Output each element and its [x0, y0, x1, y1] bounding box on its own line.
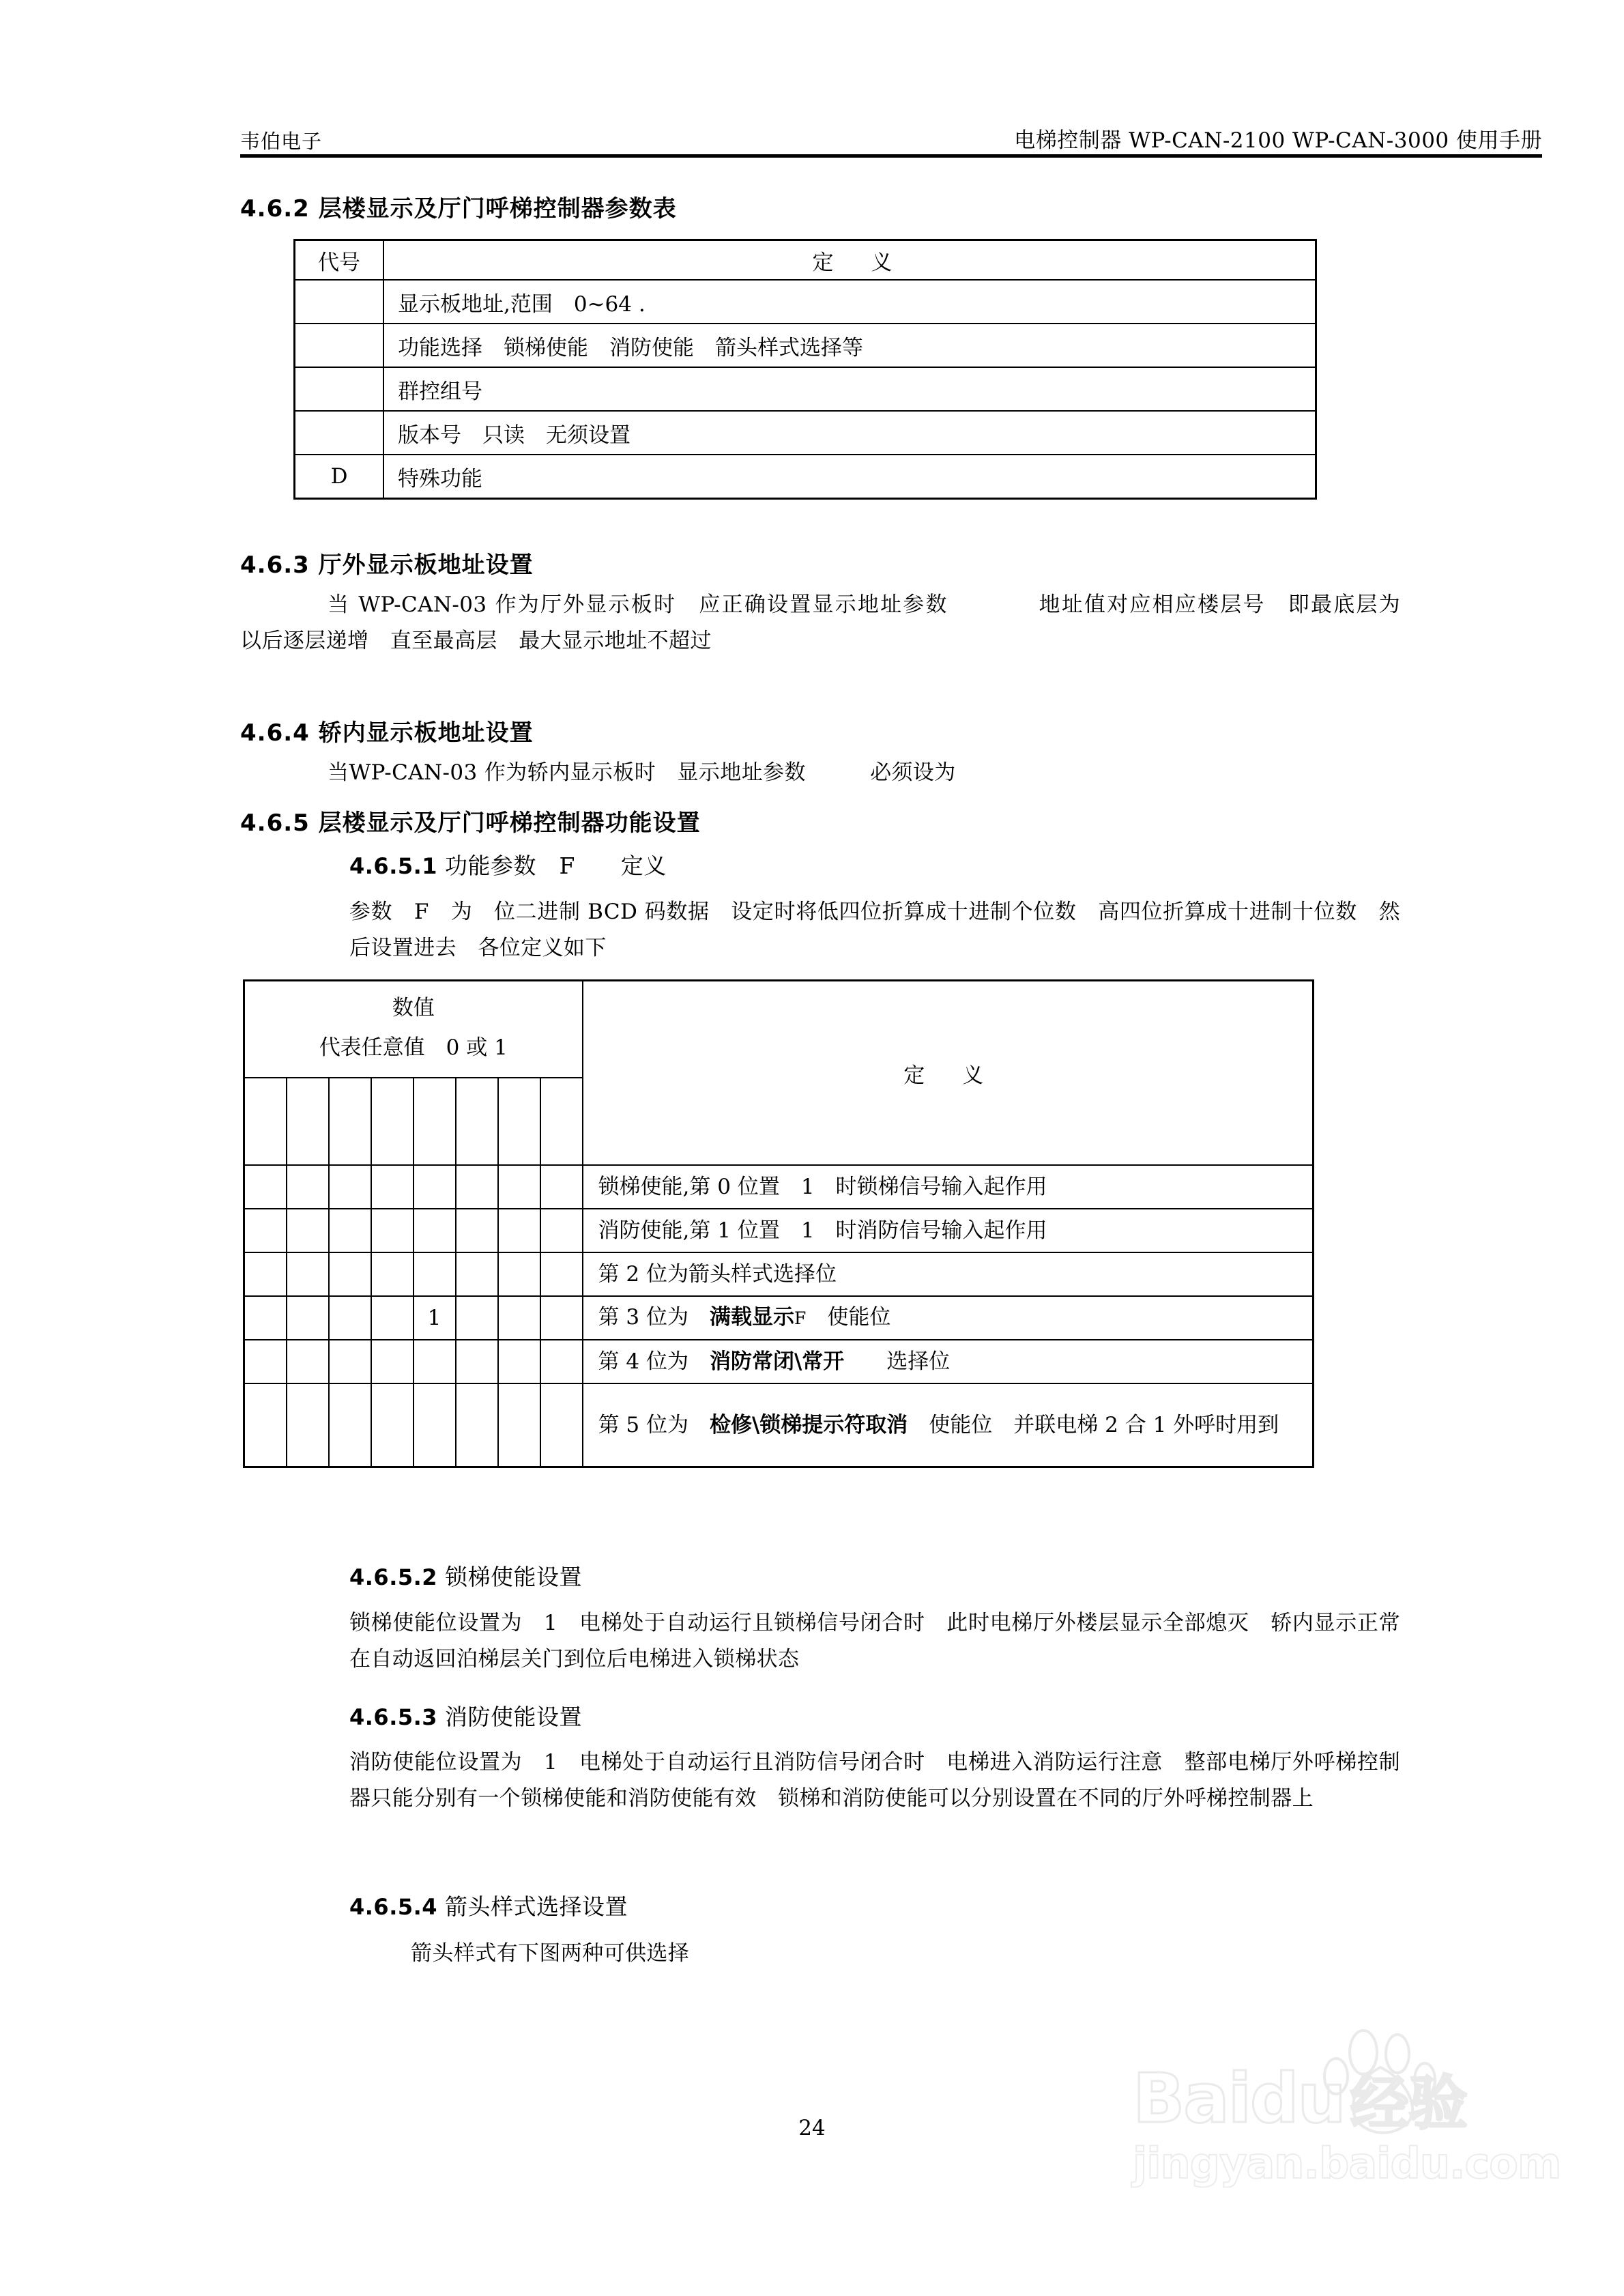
- table-header-row: [295, 240, 1316, 281]
- table-row: [244, 1383, 1314, 1467]
- paragraph-4-6-5-1: 参数 F 为 位二进制 BCD 码数据 设定时将低四位折算成十进制个位数 高四位折算成十进制十位数 然后设置进去 各位定义如下: [349, 900, 1400, 960]
- bit-cell: [329, 1252, 371, 1296]
- param-code: [295, 324, 384, 367]
- heading-4-6-5-3-text: 消防使能设置: [445, 1704, 583, 1730]
- header-divider: [240, 154, 1542, 158]
- bit-cell: [244, 1252, 287, 1296]
- bit-cell: [371, 1252, 414, 1296]
- bit-definition: 第 2 位为箭头样式选择位: [583, 1252, 1314, 1296]
- paragraph-4-6-5-2: 锁梯使能位设置为 1 电梯处于自动运行且锁梯信号闭合时 此时电梯厅外楼层显示全部熄灭 轿内显示正常 在自动返回泊梯层关门到位后电梯进入锁梯状态: [349, 1611, 1422, 1671]
- bit-cell: [329, 1296, 371, 1340]
- bit-cell: [414, 1340, 456, 1383]
- heading-4-6-4: 4.6.4 轿内显示板地址设置: [240, 719, 534, 747]
- bit-cell: [329, 1165, 371, 1209]
- param-code: [295, 280, 384, 324]
- param-definition: 显示板地址,范围 0~64 .: [383, 280, 1316, 324]
- bit-cell: [371, 1383, 414, 1467]
- heading-4-6-5-1-text: 功能参数 F 定义: [445, 852, 667, 879]
- bit-cell: [371, 1078, 414, 1165]
- bit-cell: [329, 1078, 371, 1165]
- bit-cell: [456, 1078, 498, 1165]
- function-bits-table: [243, 979, 1314, 1468]
- watermark-url-text: jingyan.baidu.com: [1133, 2138, 1561, 2188]
- bit-cell: [540, 1383, 583, 1467]
- bit-definition: 消防使能,第 1 位置 1 时消防信号输入起作用: [583, 1209, 1314, 1252]
- heading-4-6-3: 4.6.3 厅外显示板地址设置: [240, 551, 534, 579]
- bit-cell: [456, 1383, 498, 1467]
- bit-definition-prefix: 第 3 位为: [598, 1305, 710, 1330]
- table-row: [244, 1209, 1314, 1252]
- bit-definition: [583, 1296, 1314, 1340]
- bit-cell: [498, 1296, 540, 1340]
- table-row: [244, 1165, 1314, 1209]
- bit-cell: [287, 1383, 329, 1467]
- bit-cell: [244, 1383, 287, 1467]
- bit-cell: [498, 1209, 540, 1252]
- bit-definition: [583, 1340, 1314, 1383]
- bit-definition-prefix: 第 4 位为: [598, 1349, 710, 1374]
- heading-4-6-2: 4.6.2 层楼显示及厅门呼梯控制器参数表: [240, 195, 677, 223]
- bit-cell: [456, 1165, 498, 1209]
- bit-definition: 锁梯使能,第 0 位置 1 时锁梯信号输入起作用: [583, 1165, 1314, 1209]
- bit-cell: [414, 1165, 456, 1209]
- paragraph-4-6-3: 当 WP-CAN-03 作为厅外显示板时 应正确设置显示地址参数 地址值对应相应楼层号 即最底层为 以后逐层递增 直至最高层 最大显示地址不超过: [240, 592, 1507, 653]
- bit-cell: [414, 1209, 456, 1252]
- paragraph-4-6-5-4: 箭头样式有下图两种可供选择: [411, 1941, 690, 1966]
- header-company-name: 韦伯电子: [240, 130, 323, 153]
- param-definition: 群控组号: [383, 367, 1316, 411]
- table-row: [295, 367, 1316, 411]
- bit-cell: [540, 1209, 583, 1252]
- bit-definition-emphasis: 消防常闭\常开: [709, 1349, 845, 1374]
- heading-4-6-5-1: [349, 848, 667, 880]
- bit-cell: [329, 1383, 371, 1467]
- bit-cell-set: 1: [414, 1296, 456, 1340]
- bit-definition-tail: 使能位 并联电梯 2 合 1 外呼时用到: [908, 1413, 1279, 1437]
- bit-definition-tail: 选择位: [844, 1349, 951, 1374]
- param-definition: 版本号 只读 无须设置: [383, 411, 1316, 455]
- paragraph-4-6-4: 当WP-CAN-03 作为轿内显示板时 显示地址参数 必须设为: [328, 760, 956, 785]
- bit-definition-suffix-letter: F: [794, 1308, 807, 1328]
- bit-definition-tail: 使能位: [806, 1305, 891, 1330]
- parameter-table: [293, 239, 1317, 500]
- heading-4-6-5-3: [349, 1699, 582, 1732]
- bit-cell: [498, 1078, 540, 1165]
- bit-cell: [371, 1296, 414, 1340]
- param-definition: 功能选择 锁梯使能 消防使能 箭头样式选择等: [383, 324, 1316, 367]
- bit-definition-emphasis: 满载显示: [709, 1305, 794, 1330]
- table-header-row: [244, 981, 1314, 1078]
- heading-4-6-5: 4.6.5 层楼显示及厅门呼梯控制器功能设置: [240, 809, 701, 837]
- heading-4-6-5-2: [349, 1560, 582, 1592]
- heading-4-6-5-2-text: 锁梯使能设置: [445, 1564, 583, 1590]
- table-row: [295, 324, 1316, 367]
- bit-cell: [498, 1252, 540, 1296]
- page-header: [240, 109, 1542, 152]
- bit-cell: [540, 1296, 583, 1340]
- bits-value-header-line1: 数值: [392, 996, 435, 1020]
- param-definition: 特殊功能: [383, 455, 1316, 499]
- bit-cell: [287, 1078, 329, 1165]
- bit-cell: [244, 1209, 287, 1252]
- bit-definition-prefix: 第 5 位为: [598, 1413, 710, 1437]
- param-header-code: 代号: [295, 240, 384, 281]
- bit-cell: [414, 1252, 456, 1296]
- param-header-definition: 定 义: [383, 240, 1316, 281]
- bit-cell: [287, 1165, 329, 1209]
- paragraph-4-6-5-3: 消防使能位设置为 1 电梯处于自动运行且消防信号闭合时 电梯进入消防运行注意 整部电梯厅外呼梯控制器只能分别有一个锁梯使能和消防使能有效 锁梯和消防使能可以分别设置在不同的厅外呼梯控制器上: [349, 1750, 1400, 1811]
- heading-4-6-5-3-number: 4.6.5.3: [349, 1704, 438, 1730]
- bit-cell: [244, 1078, 287, 1165]
- bit-cell: [540, 1340, 583, 1383]
- watermark-brand-text: Baidu: [1133, 2058, 1345, 2138]
- heading-4-6-5-2-number: 4.6.5.2: [349, 1564, 438, 1590]
- table-row: [244, 1296, 1314, 1340]
- bit-cell: [329, 1340, 371, 1383]
- bit-cell: [414, 1383, 456, 1467]
- bit-cell: [540, 1165, 583, 1209]
- bit-cell: [329, 1209, 371, 1252]
- bit-cell: [244, 1340, 287, 1383]
- table-row: [295, 455, 1316, 499]
- bit-cell: [371, 1340, 414, 1383]
- bit-cell: [498, 1340, 540, 1383]
- header-manual-title: 电梯控制器 WP-CAN-2100 WP-CAN-3000 使用手册: [1014, 128, 1542, 153]
- heading-4-6-5-4: [349, 1889, 628, 1921]
- param-code: D: [295, 455, 384, 499]
- bit-cell: [498, 1165, 540, 1209]
- table-row: [244, 1340, 1314, 1383]
- page-number: 24: [798, 2116, 826, 2140]
- watermark-brand-cn-text: 经验: [1350, 2069, 1468, 2138]
- bit-cell: [244, 1296, 287, 1340]
- bit-cell: [287, 1340, 329, 1383]
- bits-value-header-line2: 代表任意值 0 或 1: [319, 1035, 508, 1060]
- bit-cell: [540, 1252, 583, 1296]
- bit-cell: [456, 1252, 498, 1296]
- table-row: [295, 280, 1316, 324]
- bit-cell: [498, 1383, 540, 1467]
- bit-definition-emphasis: 检修\锁梯提示符取消: [709, 1413, 908, 1437]
- bit-cell: [414, 1078, 456, 1165]
- param-code: [295, 411, 384, 455]
- table-row: [244, 1252, 1314, 1296]
- bit-cell: [287, 1209, 329, 1252]
- bit-cell: [244, 1165, 287, 1209]
- param-code: [295, 367, 384, 411]
- heading-4-6-5-4-number: 4.6.5.4: [349, 1894, 438, 1920]
- bits-value-header: [244, 981, 583, 1078]
- heading-4-6-5-1-number: 4.6.5.1: [349, 853, 438, 879]
- bit-cell: [371, 1165, 414, 1209]
- bit-cell: [456, 1209, 498, 1252]
- heading-4-6-5-4-text: 箭头样式选择设置: [445, 1893, 628, 1920]
- table-row: [295, 411, 1316, 455]
- bit-cell: [456, 1340, 498, 1383]
- bit-cell: [456, 1296, 498, 1340]
- bit-cell: [287, 1252, 329, 1296]
- bit-cell: [540, 1078, 583, 1165]
- bit-cell: [287, 1296, 329, 1340]
- bits-definition-header: 定 义: [583, 981, 1314, 1166]
- bit-cell: [371, 1209, 414, 1252]
- bit-definition: [583, 1383, 1314, 1467]
